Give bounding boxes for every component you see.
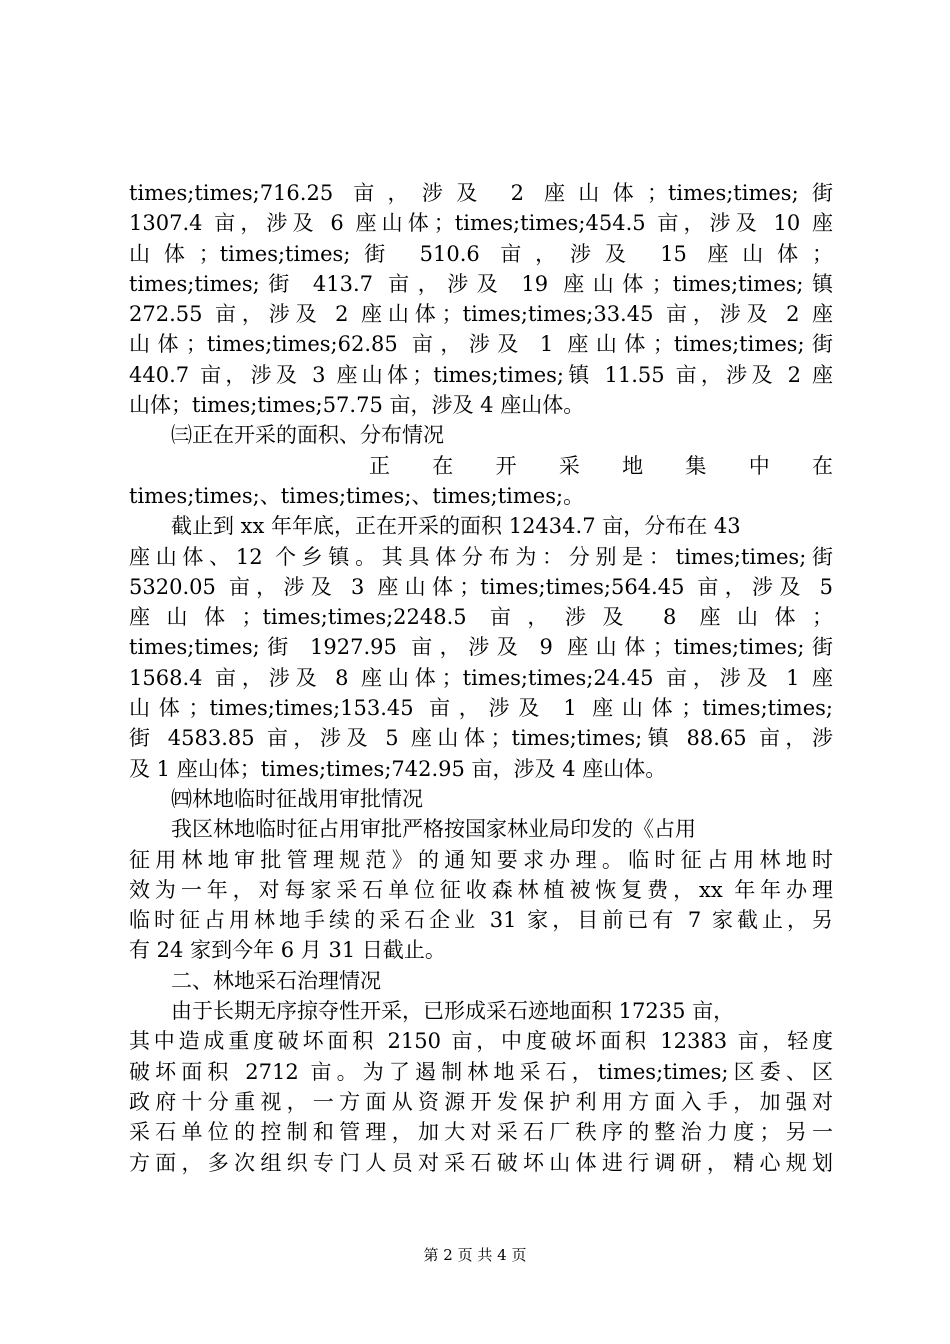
text-line: 我区林地临时征占用审批严格按国家林业局印发的《占用 xyxy=(171,817,696,842)
text-line: times;times;716.25 亩，涉及 2 座山体；times;times;街 xyxy=(129,181,833,205)
section-heading: ㈣林地临时征战用审批情况 xyxy=(171,786,423,811)
text-line: times;times;街 413.7 亩，涉及 19 座山体；times;times;镇 xyxy=(129,271,833,296)
spread-line xyxy=(129,451,833,481)
body-text xyxy=(129,178,833,1178)
text-line: 山体；times;times;街 510.6 亩，涉及 15 座山体； xyxy=(129,241,833,266)
text-line: 1307.4 亩，涉及 6 座山体；times;times;454.5 亩，涉及 10 座 xyxy=(129,211,833,236)
text-line: 5320.05 亩，涉及 3 座山体；times;times;564.45 亩，涉及 5 xyxy=(129,574,833,599)
text-line: 座山体、12 个乡镇。其具体分布为：分别是：times;times;街 xyxy=(129,544,833,569)
spread-char: 正 xyxy=(369,453,390,478)
section-heading: 二、林地采石治理情况 xyxy=(171,968,381,993)
spread-char: 开 xyxy=(495,453,517,478)
text-line: 山体；times;times;62.85 亩，涉及 1 座山体；times;times;街 xyxy=(129,332,833,357)
text-line: 440.7 亩，涉及 3 座山体；times;times;镇 11.55 亩，涉及 2 座 xyxy=(129,362,833,387)
text-line: 破坏面积 2712 亩。为了遏制林地采石，times;times;区委、区 xyxy=(129,1059,833,1084)
spread-char: 中 xyxy=(748,453,770,478)
text-line: 方面，多次组织专门人员对采石破坏山体进行调研，精心规划 xyxy=(129,1150,833,1175)
text-line: 截止到 xx 年年底，正在开采的面积 12434.7 亩，分布在 43 xyxy=(171,514,741,539)
text-line: 山体；times;times;153.45 亩，涉及 1 座山体；times;times; xyxy=(129,696,833,721)
text-line: 其中造成重度破坏面积 2150 亩，中度破坏面积 12383 亩，轻度 xyxy=(129,1029,833,1054)
text-line: 及 1 座山体；times;times;742.95 亩，涉及 4 座山体。 xyxy=(129,756,667,781)
text-line: 由于长期无序掠夺性开采，已形成采石迹地面积 17235 亩， xyxy=(171,999,735,1024)
spread-char: 在 xyxy=(811,453,833,478)
spread-char: 在 xyxy=(432,453,454,478)
spread-char: 集 xyxy=(685,453,707,478)
text-line: 1568.4 亩，涉及 8 座山体；times;times;24.45 亩，涉及 1 座 xyxy=(129,665,833,690)
text-line: times;times;街 1927.95 亩，涉及 9 座山体；times;times;街 xyxy=(129,635,833,660)
text-line: 临时征占用林地手续的采石企业 31 家，目前已有 7 家截止，另 xyxy=(129,908,833,933)
text-line: 272.55 亩，涉及 2 座山体；times;times;33.45 亩，涉及 2 座 xyxy=(129,302,833,327)
text-line: 街 4583.85 亩，涉及 5 座山体；times;times;镇 88.65 亩，涉 xyxy=(129,726,833,751)
section-heading: ㈢正在开采的面积、分布情况 xyxy=(171,423,444,448)
text-line: 效为一年，对每家采石单位征收森林植被恢复费，xx 年年办理 xyxy=(129,877,833,902)
page-footer: 第 2 页 共 4 页 xyxy=(423,1246,527,1264)
text-line: 政府十分重视，一方面从资源开发保护利用方面入手，加强对 xyxy=(129,1089,833,1114)
spread-char: 地 xyxy=(622,453,644,478)
text-line: 山体；times;times;57.75 亩，涉及 4 座山体。 xyxy=(129,393,585,418)
text-line: 采石单位的控制和管理，加大对采石厂秩序的整治力度；另一 xyxy=(129,1120,833,1145)
text-line: 有 24 家到今年 6 月 31 日截止。 xyxy=(129,938,446,963)
text-line: 座山体；times;times;2248.5 亩，涉及 8 座山体； xyxy=(129,605,833,630)
spread-char: 采 xyxy=(558,453,580,478)
text-line: 征用林地审批管理规范》的通知要求办理。临时征占用林地时 xyxy=(129,847,833,872)
text-line: times;times;、times;times;、times;times;。 xyxy=(129,483,585,508)
